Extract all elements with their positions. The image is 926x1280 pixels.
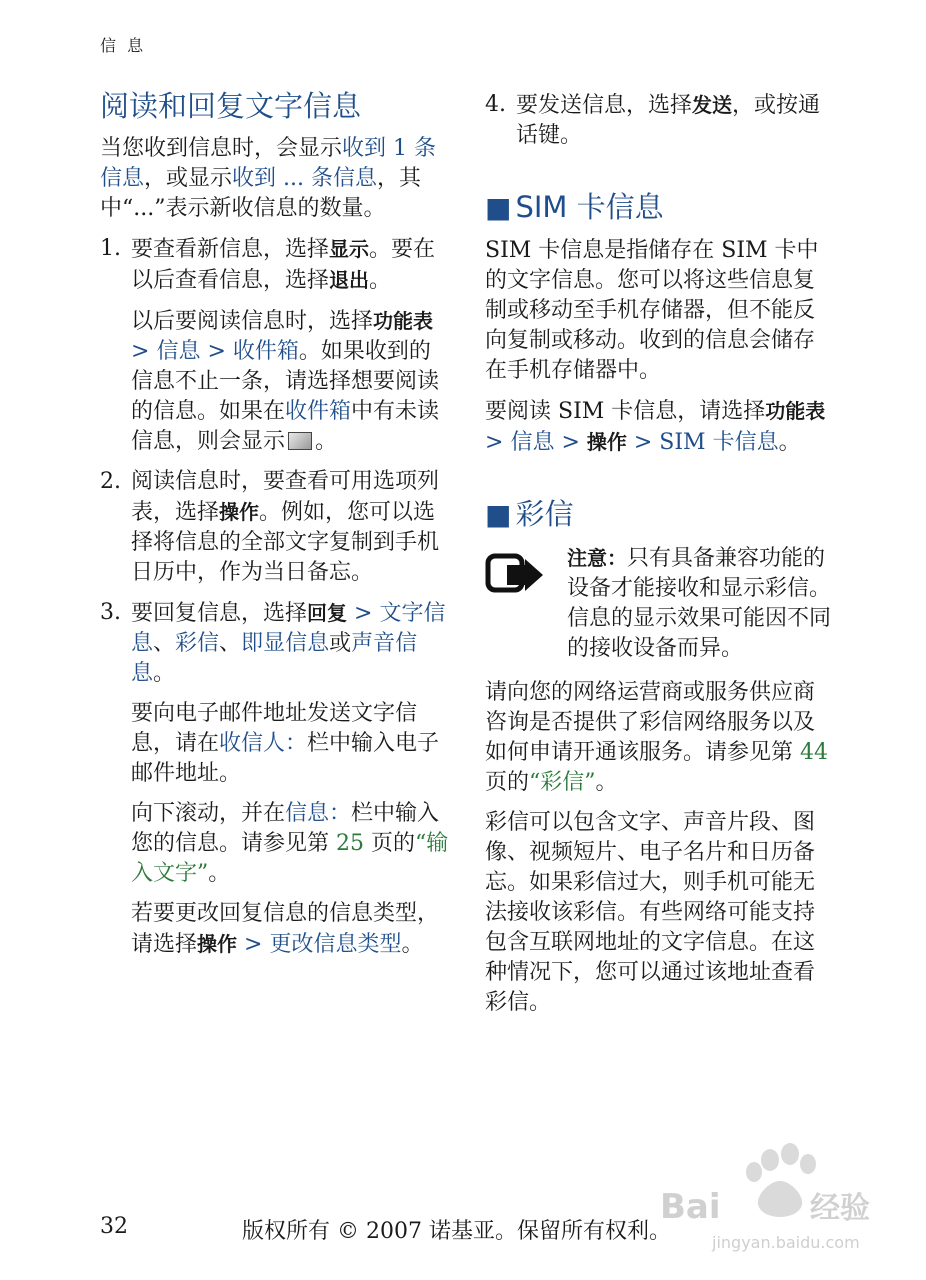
link-one-message: 收到 1 条信息 — [100, 136, 436, 191]
field-recipient: 收信人： — [219, 731, 308, 756]
page-number: 32 — [100, 1214, 128, 1239]
link-flash-message: 即显信息 — [241, 631, 330, 656]
intro-paragraph: 当您收到信息时，会显示收到 1 条信息，或显示收到 ... 条信息，其中“...”表示新收信息的数量。 — [100, 136, 436, 221]
item1-paragraph-1: 要查看新信息，选择显示。要在以后查看信息，选择退出。 — [131, 237, 436, 293]
square-bullet-icon: ■ — [485, 498, 512, 531]
square-bullet-icon: ■ — [485, 191, 512, 224]
mms-paragraph-1: 请向您的网络运营商或服务供应商咨询是否提供了彩信网络服务以及如何申请开通该服务。请参见第 44 页的“彩信”。 — [485, 680, 828, 795]
link-messages-2: 信息 — [510, 430, 555, 455]
link-audio-message: 声音信息 — [131, 631, 418, 686]
item3-paragraph-2: 要向电子邮件地址发送文字信息，请在收信人：栏中输入电子邮件地址。 — [131, 701, 440, 786]
mms-paragraph-2: 彩信可以包含文字、声音片段、图像、视频短片、电子名片和日历备忘。如果彩信过大，则手机可能无法接收该彩信。有些网络可能支持包含互联网地址的文字信息。在这种情况下，您可以通过该地址查看彩信。 — [485, 810, 816, 1015]
link-change-type: 更改信息类型 — [269, 932, 402, 957]
unread-message-icon — [288, 432, 312, 450]
right-column — [485, 90, 835, 1028]
menu-term-show: 显示 — [329, 237, 370, 261]
link-inbox-2: 收件箱 — [285, 399, 352, 424]
menu-term-options: 操作 — [219, 500, 260, 524]
page-ref-25[interactable]: 25 — [336, 831, 364, 856]
xref-enter-text[interactable]: “输入文字” — [131, 831, 449, 886]
link-text-message: 文字信息 — [131, 601, 446, 656]
sim-paragraph-2: 要阅读 SIM 卡信息，请选择功能表 > 信息 > 操作 > SIM 卡信息。 — [485, 399, 826, 455]
svg-text:Bai: Bai — [660, 1187, 721, 1227]
menu-term-options-3: 操作 — [586, 430, 627, 454]
xref-mms[interactable]: “彩信” — [529, 770, 596, 795]
list-item-4 — [485, 90, 835, 151]
menu-term-menu: 功能表 — [373, 309, 434, 333]
menu-term-send: 发送 — [692, 93, 733, 117]
section-title-read-reply: 阅读和回复文字信息 — [100, 89, 362, 123]
menu-term-reply: 回复 — [307, 601, 348, 625]
list-number: 4. — [485, 92, 506, 117]
note-box — [485, 543, 835, 664]
note-label: 注意： — [567, 546, 627, 570]
section-title-mms: ■ 彩信 — [485, 497, 574, 531]
list-item-1 — [100, 234, 452, 457]
section-title-sim: ■ SIM 卡信息 — [485, 190, 664, 224]
item3-paragraph-3: 向下滚动，并在信息：栏中输入您的信息。请参见第 25 页的“输入文字”。 — [131, 801, 449, 886]
baidu-jingyan-watermark — [650, 1140, 880, 1260]
menu-term-options-2: 操作 — [197, 932, 238, 956]
page-ref-44[interactable]: 44 — [800, 740, 828, 765]
list-number: 3. — [100, 600, 121, 625]
menu-term-menu-2: 功能表 — [765, 399, 826, 423]
copyright-notice: 版权所有 © 2007 诺基亚。保留所有权利。 — [242, 1219, 671, 1244]
running-header: 信 息 — [100, 36, 147, 55]
link-messages: 信息 — [156, 339, 201, 364]
list-item-2 — [100, 467, 452, 588]
sim-paragraph-1: SIM 卡信息是指储存在 SIM 卡中的文字信息。您可以将这些信息复制或移动至手机存储器，但不能反向复制或移动。收到的信息会储存在手机存储器中。 — [485, 238, 819, 383]
note-hand-icon — [485, 551, 545, 601]
field-message: 信息： — [285, 801, 352, 826]
svg-text:jingyan.baidu.com: jingyan.baidu.com — [712, 1233, 860, 1252]
link-inbox: 收件箱 — [232, 339, 299, 364]
link-sim-messages: SIM 卡信息 — [659, 430, 779, 455]
list-number: 1. — [100, 236, 121, 261]
item2-paragraph: 阅读信息时，要查看可用选项列表，选择操作。例如，您可以选择将信息的全部文字复制到手机日历中，作为当日备忘。 — [131, 469, 440, 585]
link-many-messages: 收到 ... 条信息 — [232, 166, 377, 191]
item1-paragraph-2: 以后要阅读信息时，选择功能表 > 信息 > 收件箱。如果收到的信息不止一条，请选择想要阅读的信息。如果在收件箱中有未读信息，则会显示 。 — [131, 309, 440, 454]
item3-paragraph-4: 若要更改回复信息的信息类型，请选择操作 > 更改信息类型。 — [131, 901, 440, 957]
link-mms: 彩信 — [175, 631, 220, 656]
list-number: 2. — [100, 469, 121, 494]
menu-term-exit: 退出 — [329, 268, 370, 292]
left-column — [100, 86, 452, 970]
svg-text:经验: 经验 — [810, 1191, 870, 1226]
item3-paragraph-1: 要回复信息，选择回复 > 文字信息、彩信、即显信息或声音信息。 — [131, 601, 446, 686]
note-text: 注意：只有具备兼容功能的设备才能接收和显示彩信。信息的显示效果可能因不同的接收设备而异。 — [567, 546, 832, 661]
list-item-3 — [100, 598, 452, 960]
item4-paragraph: 要发送信息，选择发送，或按通话键。 — [516, 93, 821, 148]
